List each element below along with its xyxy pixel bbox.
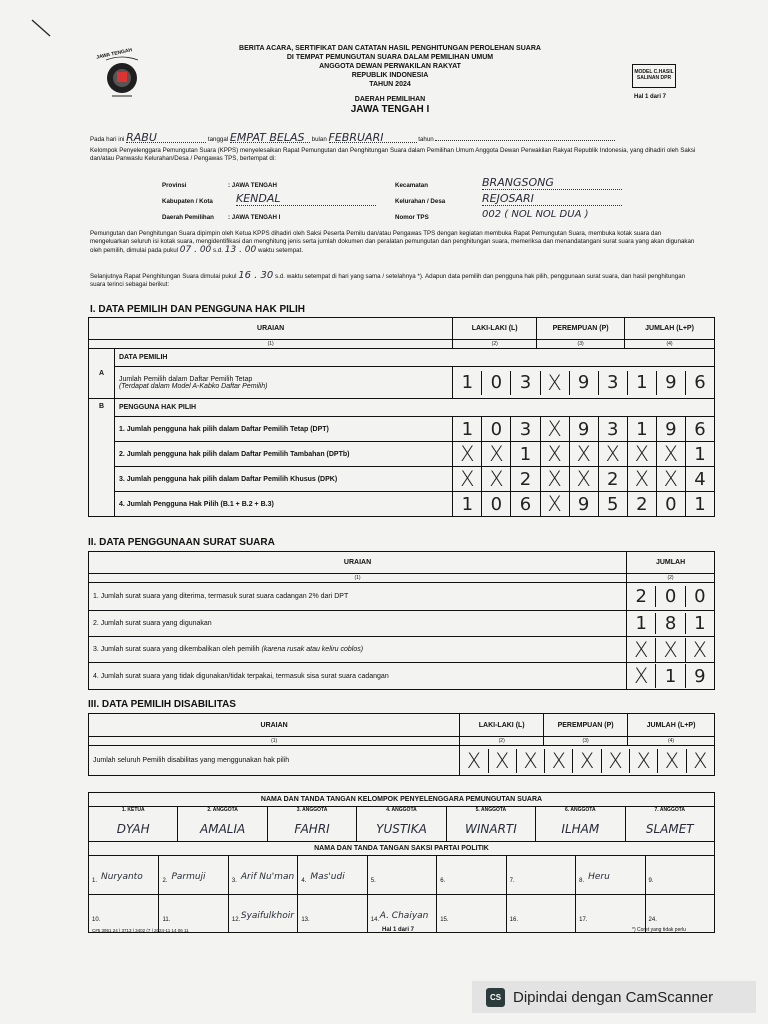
digit-box: 9	[656, 417, 685, 441]
digit-box: X	[657, 749, 685, 773]
saksi-number: 17.	[579, 916, 588, 923]
digit-box: 6	[685, 371, 714, 395]
title-line: DI TEMPAT PEMUNGUTAN SUARA DALAM PEMILIHAN UMUM	[286, 54, 494, 61]
data-pemilih-title: DATA PEMILIH	[114, 349, 714, 367]
kpu-logo	[100, 52, 144, 102]
row-letter-b: B	[89, 399, 115, 517]
saksi-signature-cell	[158, 856, 227, 894]
digit-box: X	[460, 442, 475, 466]
digit-cells	[453, 467, 715, 492]
saksi-number: 16.	[509, 916, 518, 923]
colnum: (2)	[627, 574, 715, 583]
saksi-name: Nuryanto	[101, 872, 143, 882]
kpps-role: 6. ANGGOTA	[565, 807, 596, 813]
digit-box: X	[544, 749, 572, 773]
saksi-number: 9.	[648, 878, 654, 884]
saksi-number: 4.	[301, 878, 307, 884]
digit-box: X	[481, 442, 510, 466]
digit-box: 0	[656, 492, 685, 516]
digit-box: 1	[627, 371, 656, 395]
saksi-name: Heru	[588, 872, 610, 882]
digit-box: X	[540, 442, 569, 466]
signature-table	[88, 792, 715, 933]
digit-box: 0	[685, 586, 714, 607]
month-value: FEBRUARI	[329, 134, 417, 143]
saksi-number: 7.	[509, 878, 515, 884]
start-time: 07 . 00	[179, 245, 212, 255]
digit-box: 6	[685, 417, 714, 441]
section-2-table	[88, 551, 715, 690]
footer-page: Hal 1 dari 7	[382, 927, 415, 933]
region-label: DAERAH PEMILIHAN	[354, 96, 426, 103]
digit-box: X	[598, 442, 627, 466]
saksi-signature-cell	[506, 856, 575, 894]
digit-box: 0	[481, 371, 510, 395]
tps-label: Nomor TPS	[395, 214, 429, 221]
digit-box: 1	[655, 664, 684, 688]
b3-label: 3. Jumlah pengguna hak pilih dalam Daftar Pemilih Khusus (DPK)	[114, 467, 452, 492]
header-total: JUMLAH (L+P)	[625, 318, 715, 340]
saksi-number: 8.	[579, 878, 585, 884]
digit-cells	[627, 663, 715, 690]
header-female: PEREMPUAN (P)	[537, 318, 625, 340]
province-label: Provinsi	[162, 182, 187, 189]
colnum: (2)	[453, 340, 537, 349]
digit-cells	[453, 417, 715, 442]
colnum: (1)	[89, 574, 627, 583]
kpps-name: DYAH	[116, 822, 150, 836]
ss2-label: 2. Jumlah surat suara yang digunakan	[89, 611, 627, 637]
digit-box: 9	[569, 371, 598, 395]
header-male: LAKI-LAKI (L)	[453, 318, 537, 340]
colnum: (1)	[89, 340, 453, 349]
section-3-table	[88, 713, 715, 776]
section-1-table	[88, 317, 715, 517]
digit-box: X	[540, 371, 569, 395]
village-value: REJOSARI	[482, 192, 622, 206]
village-label: Kelurahan / Desa	[395, 198, 446, 205]
section-3-title: III. DATA PEMILIH DISABILITAS	[88, 699, 236, 710]
section-2-title: II. DATA PENGGUNAAN SURAT SUARA	[88, 537, 275, 548]
saksi-signature-cell	[228, 894, 297, 933]
colnum: (1)	[89, 737, 460, 746]
saksi-number: 24.	[648, 916, 657, 923]
digit-box: 4	[685, 467, 714, 491]
saksi-signature-cell	[89, 856, 158, 894]
kpps-name: WINARTI	[465, 822, 517, 836]
digit-box: X	[569, 442, 598, 466]
digit-box: X	[655, 638, 684, 662]
digit-box: 1	[510, 442, 539, 466]
kpps-row	[89, 807, 715, 842]
year-blank	[435, 140, 615, 141]
kpps-role: 1. KETUA	[121, 807, 145, 813]
kpps-signature-cell	[89, 807, 177, 841]
digit-box: 0	[481, 417, 510, 441]
digit-box: 1	[635, 613, 647, 634]
saksi-signature-cell	[575, 856, 644, 894]
saksi-name: Mas'udi	[310, 872, 345, 882]
kpps-role: 5. ANGGOTA	[475, 807, 507, 813]
footer-note: *) Coret yang tidak perlu	[632, 927, 686, 933]
kpps-name: ILHAM	[561, 822, 600, 836]
kpps-signature-cell	[535, 807, 624, 841]
title-line: TAHUN 2024	[369, 81, 411, 88]
subdistrict-value: BRANGSONG	[482, 176, 622, 190]
kpps-cells	[89, 807, 714, 841]
digit-cells	[627, 637, 715, 663]
body-p2-end: waktu setempat di hari yang sama / setelahnya *). Adapun data pemilih dan pengguna hak pilih, penggunaan surat suara, dan hasil penghitungan suara terinci sebagai berikut:	[90, 273, 686, 288]
saksi-signature-cell	[297, 894, 366, 933]
kpps-signature-cell	[267, 807, 356, 841]
regency-label: Kabupaten / Kota	[162, 198, 213, 205]
digit-box: X	[540, 417, 569, 441]
model-code: MODEL C.HASIL SALINAN DPR	[634, 69, 674, 81]
colnum: (3)	[544, 737, 628, 746]
digit-cells	[627, 611, 715, 637]
b2-label: 2. Jumlah pengguna hak pilih dalam Daftar Pemilih Tambahan (DPTb)	[114, 442, 452, 467]
digit-box: X	[629, 749, 657, 773]
digit-cells	[453, 442, 715, 467]
disability-row-label: Jumlah seluruh Pemilih disabilitas yang menggunakan hak pilih	[89, 746, 460, 776]
kpps-signature-cell	[625, 807, 714, 841]
digit-box: 2	[635, 586, 647, 607]
saksi-signature-cell	[158, 894, 227, 933]
digit-cells	[627, 583, 715, 611]
digit-box: 9	[656, 371, 685, 395]
saksi-number: 15.	[440, 916, 449, 923]
kpps-role: 3. ANGGOTA	[296, 807, 328, 813]
saksi-signature-cell	[297, 856, 366, 894]
colnum: (4)	[625, 340, 715, 349]
digit-box: X	[569, 467, 598, 491]
header-total: JUMLAH (L+P)	[628, 714, 715, 737]
digit-box: X	[656, 442, 685, 466]
saksi-name: Parmuji	[171, 872, 206, 882]
saksi-number: 1.	[92, 878, 98, 884]
digit-cells	[460, 746, 715, 776]
header-uraian: URAIAN	[89, 552, 627, 574]
digit-box: X	[488, 749, 516, 773]
saksi-signature-cell	[436, 894, 505, 933]
row-letter-a: A	[89, 349, 115, 399]
saksi-signature-cell	[89, 894, 158, 933]
dpt-row-text: Jumlah Pemilih dalam Daftar Pemilih Tetap	[118, 375, 253, 383]
month-label: bulan	[311, 136, 327, 143]
pen-mark	[30, 18, 54, 42]
header-uraian: URAIAN	[89, 318, 453, 340]
model-code-box	[632, 64, 676, 88]
page-number: Hal 1 dari 7	[634, 94, 667, 100]
region-name: JAWA TENGAH I	[350, 104, 430, 115]
saksi-name: Syaifulkhoir	[240, 910, 294, 921]
digit-box: X	[481, 467, 510, 491]
body-paragraph-1	[90, 230, 702, 255]
section-1-title: I. DATA PEMILIH DAN PENGGUNA HAK PILIH	[90, 304, 305, 315]
digit-box: 2	[598, 467, 627, 491]
saksi-signature-cell	[645, 856, 714, 894]
district-label: Daerah Pemilihan	[162, 214, 214, 221]
digit-box: X	[627, 442, 656, 466]
day-value: RABU	[126, 134, 206, 143]
province-value: : JAWA TENGAH	[228, 182, 277, 189]
intro-date-line	[90, 131, 710, 144]
digit-box: X	[634, 637, 649, 662]
ss3-label	[89, 637, 627, 663]
digit-box: X	[466, 748, 482, 773]
header-jumlah: JUMLAH	[627, 552, 715, 574]
saksi-signature-cell	[367, 856, 436, 894]
pengguna-title: PENGGUNA HAK PILIH	[114, 399, 714, 417]
digit-box: 9	[569, 492, 598, 516]
kpps-name: YUSTIKA	[376, 822, 427, 836]
ss3-note: (karena rusak atau keliru coblos)	[261, 646, 364, 653]
digit-box: X	[685, 638, 714, 662]
digit-box: X	[540, 492, 569, 516]
digit-box: 6	[510, 492, 539, 516]
saksi-number: 10.	[92, 916, 101, 923]
date-value: EMPAT BELAS	[230, 134, 310, 143]
kpps-role: 4. ANGGOTA	[386, 807, 417, 813]
saksi-number: 6.	[440, 878, 446, 884]
footer-code: C#5 3951 24 | 3713 | 3402 (7 | 2024-11 14 06 11	[92, 928, 189, 933]
ss4-label: 4. Jumlah surat suara yang tidak digunakan/tidak terpakai, termasuk sisa surat suara cadangan	[89, 663, 627, 690]
digit-box: 2	[510, 467, 539, 491]
ss3-text: 3. Jumlah surat suara yang dikembalikan oleh pemilih	[93, 646, 260, 653]
digit-box: 3	[598, 371, 627, 395]
digit-box: 1	[627, 417, 656, 441]
body-p1: Pemungutan dan Penghitungan Suara dipimpin oleh Ketua KPPS dihadiri oleh Saksi Peserta Pemilu dan/atau Pengawas TPS dengan kegiatan membuka Rapat Pemungutan Suara, membuka kotak suara dan mengeluarkan seluruh isi kotak suara, mengidentifikasi dan menghitung jenis serta jumlah dokumen dan peralatan pemungutan dan penghitungan suara, memeriksa dan menandatangani surat suara yang akan digunakan oleh pemilih, dimulai pada pukul	[90, 230, 695, 254]
digit-box: 3	[598, 417, 627, 441]
digit-box: 2	[627, 492, 656, 516]
saksi-name: Arif Nu'man	[240, 872, 295, 882]
title-line: REPUBLIK INDONESIA	[351, 72, 429, 79]
kpps-signature-cell	[356, 807, 445, 841]
digit-box: 8	[655, 613, 684, 634]
digit-box: 3	[510, 371, 539, 395]
saksi-number: 14.	[370, 916, 380, 923]
saksi-grid	[89, 856, 714, 932]
digit-box: X	[460, 467, 475, 491]
digit-box: 1	[461, 418, 474, 440]
digit-box: 9	[569, 417, 598, 441]
date-label: tanggal	[207, 136, 229, 143]
kpps-signature-cell	[446, 807, 535, 841]
b4-label: 4. Jumlah Pengguna Hak Pilih (B.1 + B.2 + B.3)	[114, 492, 452, 517]
district-value: : JAWA TENGAH I	[228, 214, 281, 221]
ss1-label: 1. Jumlah surat suara yang diterima, termasuk surat suara cadangan 2% dari DPT	[89, 583, 627, 611]
tps-value: 002 ( NOL NOL DUA )	[482, 209, 589, 220]
saksi-number: 11.	[162, 916, 171, 923]
end-time: 13 . 00	[224, 245, 257, 255]
year-label: tahun	[418, 136, 434, 143]
saksi-number: 2.	[162, 878, 168, 884]
regency-value: KENDAL	[236, 192, 376, 206]
subdistrict-label: Kecamatan	[395, 182, 429, 189]
digit-box: 5	[598, 492, 627, 516]
saksi-number: 3.	[231, 878, 237, 884]
kpps-signature-title: NAMA DAN TANDA TANGAN KELOMPOK PENYELENGGARA PEMUNGUTAN SUARA	[89, 793, 715, 807]
title-line: BERITA ACARA, SERTIFIKAT DAN CATATAN HASIL PENGHITUNGAN PEROLEHAN SUARA	[239, 45, 541, 52]
kpps-role: 2. ANGGOTA	[207, 807, 238, 813]
header-uraian: URAIAN	[89, 714, 460, 737]
sd-label-2: s.d.	[275, 273, 285, 280]
digit-box: X	[656, 467, 685, 491]
digit-box: 9	[685, 664, 714, 688]
sd-label: s.d.	[213, 247, 224, 254]
digit-box: 1	[685, 492, 714, 516]
body-paragraph-2	[90, 272, 702, 289]
header-female: PEREMPUAN (P)	[544, 714, 628, 737]
count-start-time: 16 . 30	[238, 270, 274, 281]
digit-box: 1	[685, 442, 714, 466]
digit-box: 1	[461, 493, 474, 515]
saksi-signature-title: NAMA DAN TANDA TANGAN SAKSI PARTAI POLITIK	[89, 842, 715, 856]
dpt-row-label	[114, 367, 452, 399]
logo-caption: JAWA TENGAH	[95, 47, 133, 61]
digit-cells	[453, 367, 715, 399]
digit-box: X	[686, 749, 714, 773]
digit-box: X	[540, 467, 569, 491]
kpps-name: AMALIA	[200, 822, 246, 836]
colnum: (3)	[537, 340, 625, 349]
kpps-signature-cell	[177, 807, 266, 841]
colnum: (2)	[460, 737, 544, 746]
saksi-signature-cell	[506, 894, 575, 933]
intro-paragraph: Kelompok Penyelenggara Pemungutan Suara (KPPS) menyelesaikan Rapat Pemungutan dan Penghitungan Suara dalam Pemilihan Umum Anggota Dewan Perwakilan Rakyat Republik Indonesia, yang dihadiri oleh Saksi dan/atau Panwaslu Kelurahan/Desa / Pengawas TPS, bertempat di:	[90, 147, 696, 162]
saksi-number: 13.	[301, 916, 310, 923]
camscanner-label: Dipindai dengan CamScanner	[513, 988, 714, 1006]
digit-box: 0	[655, 586, 684, 607]
digit-box: X	[516, 749, 544, 773]
header-male: LAKI-LAKI (L)	[460, 714, 544, 737]
day-label: Pada hari ini	[90, 136, 125, 143]
saksi-number: 5.	[370, 878, 376, 884]
dpt-row-note: (Terdapat dalam Model A-Kabko Daftar Pemilih)	[118, 382, 268, 390]
b1-label: 1. Jumlah pengguna hak pilih dalam Daftar Pemilih Tetap (DPT)	[114, 417, 452, 442]
document-title	[180, 44, 600, 115]
saksi-number: 12.	[231, 916, 241, 923]
saksi-name: A. Chaiyan	[379, 910, 429, 921]
kpps-role: 7. ANGGOTA	[654, 807, 686, 813]
digit-box: X	[601, 749, 629, 773]
body-p1-end: waktu setempat.	[257, 247, 304, 254]
colnum: (4)	[628, 737, 715, 746]
camscanner-icon: CS	[486, 988, 505, 1007]
camscanner-watermark	[472, 981, 756, 1013]
kpps-name: FAHRI	[294, 822, 330, 836]
digit-cells	[453, 492, 715, 517]
digit-box: 1	[461, 372, 474, 393]
digit-box: X	[634, 664, 649, 688]
title-line: ANGGOTA DEWAN PERWAKILAN RAKYAT	[319, 63, 461, 70]
saksi-signature-cell	[228, 856, 297, 894]
digit-box: X	[627, 467, 656, 491]
digit-box: 1	[685, 613, 714, 634]
digit-box: 0	[481, 492, 510, 516]
kpps-name: SLAMET	[645, 822, 694, 836]
saksi-signature-cell	[436, 856, 505, 894]
digit-box: X	[572, 749, 600, 773]
digit-box: 3	[510, 417, 539, 441]
body-p2: Selanjutnya Rapat Penghitungan Suara dimulai pukul	[90, 273, 237, 280]
